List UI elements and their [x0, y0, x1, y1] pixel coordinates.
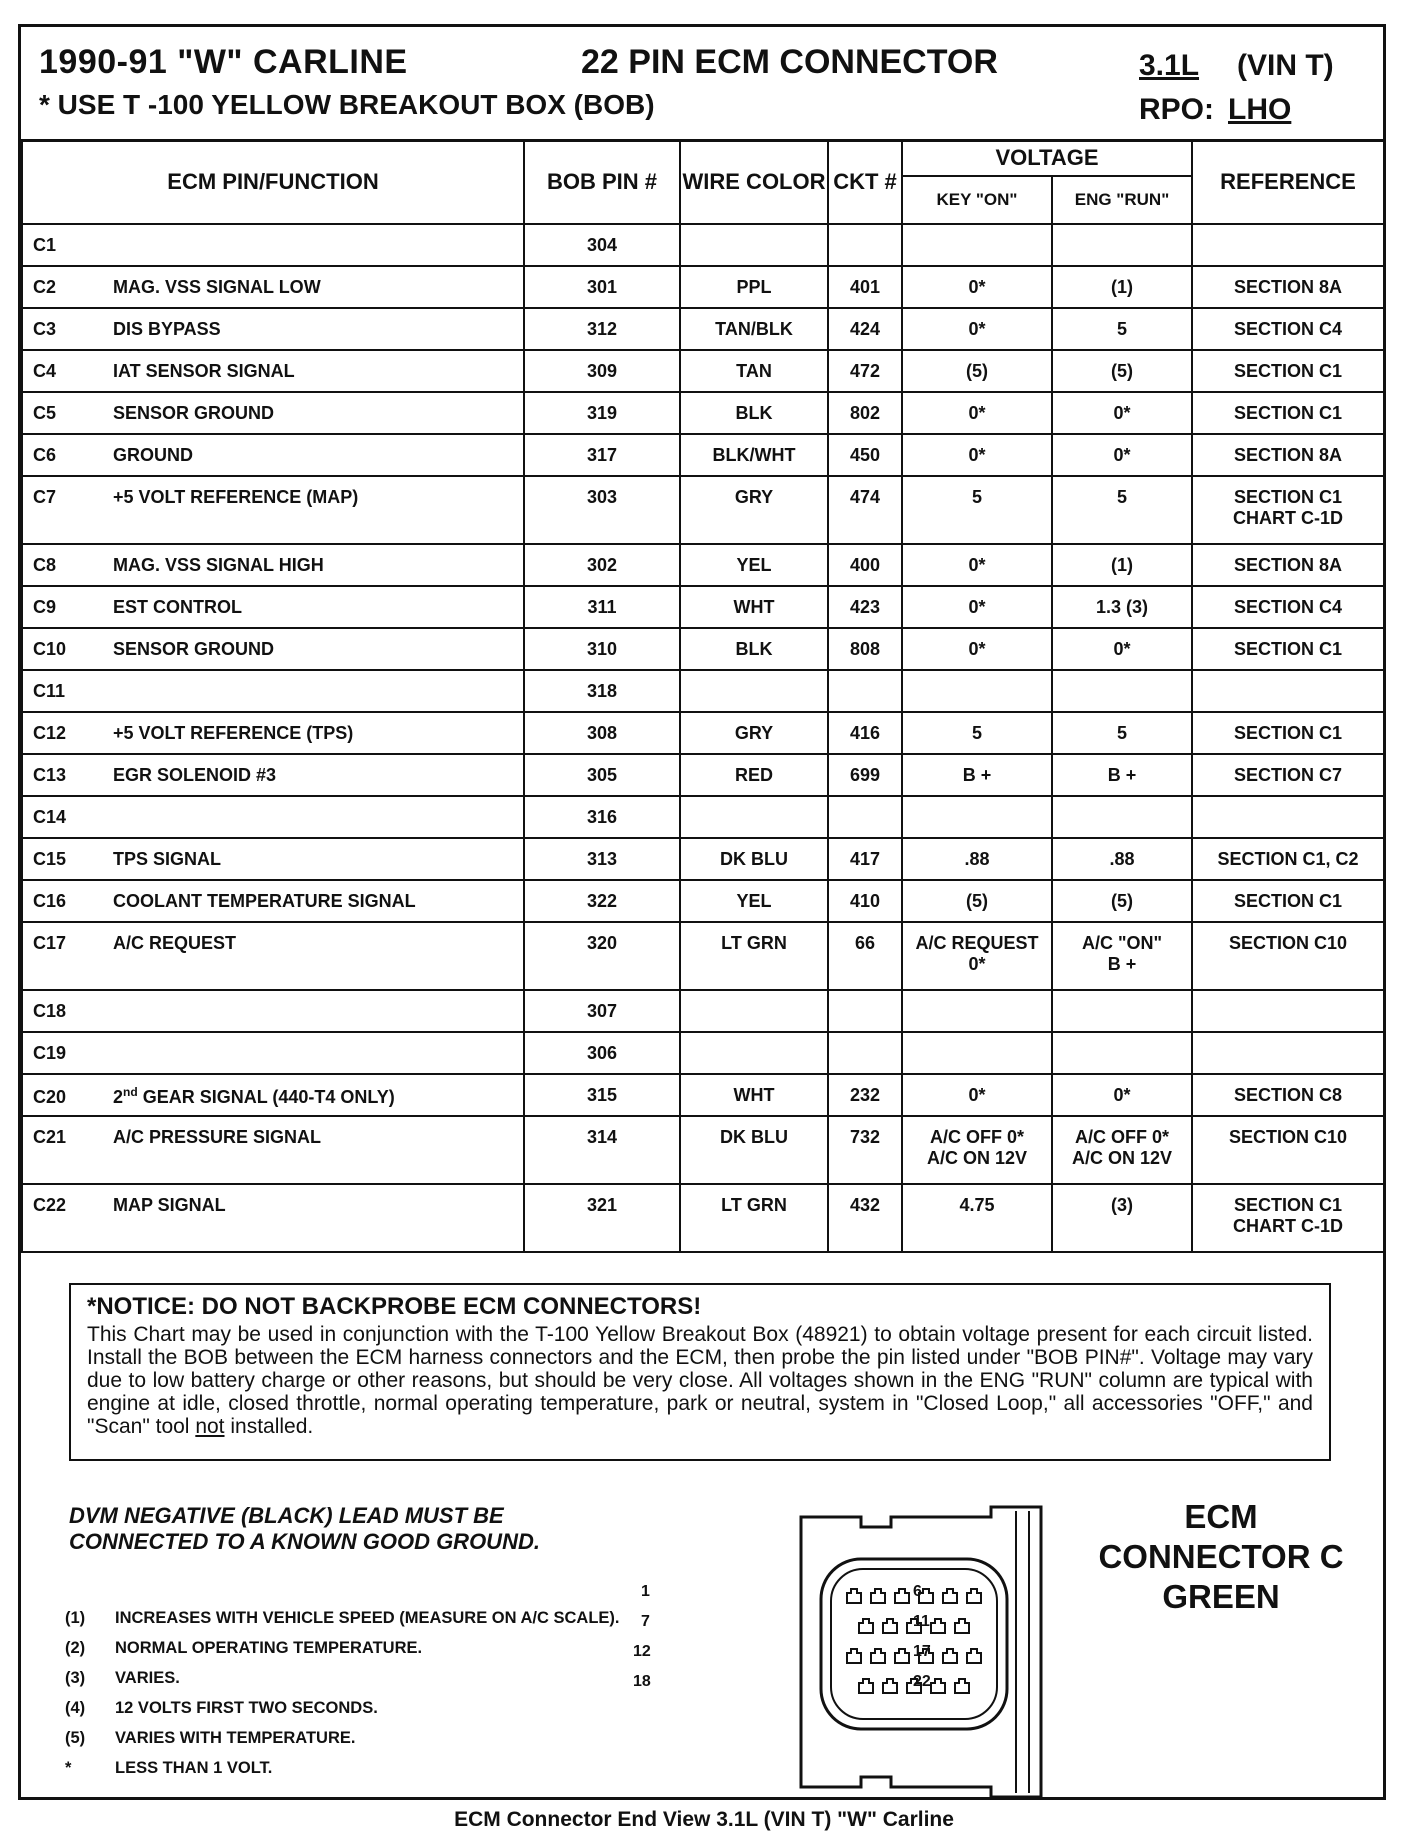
footnote-text: NORMAL OPERATING TEMPERATURE.	[115, 1639, 423, 1657]
cell-bob: 310	[524, 628, 680, 670]
pin-function: MAG. VSS SIGNAL HIGH	[113, 555, 324, 575]
cell-key-on: 0*	[902, 434, 1052, 476]
pin-function-cell	[22, 922, 524, 990]
pin-label-17: 17	[913, 1643, 931, 1660]
cell-eng-run: 5	[1052, 476, 1192, 544]
pin-function-cell	[22, 712, 524, 754]
cell-key-on: A/C REQUEST 0*	[902, 922, 1052, 990]
cell-eng-run	[1052, 1032, 1192, 1074]
cell-ckt	[828, 1032, 902, 1074]
table-row	[22, 1074, 1384, 1116]
cell-bob: 312	[524, 308, 680, 350]
pin-function-cell	[22, 880, 524, 922]
cell-ckt: 424	[828, 308, 902, 350]
footnote-mark: (1)	[65, 1609, 86, 1627]
pin-id: C14	[33, 807, 67, 827]
cell-reference: SECTION 8A	[1192, 266, 1384, 308]
table-row	[22, 224, 1384, 266]
connector-pin	[967, 1649, 981, 1663]
cell-ckt: 400	[828, 544, 902, 586]
pin-function-cell	[22, 1116, 524, 1184]
pin-function: MAG. VSS SIGNAL LOW	[113, 277, 321, 297]
table-row	[22, 880, 1384, 922]
table-row	[22, 990, 1384, 1032]
cell-wire: TAN	[680, 350, 828, 392]
cell-ckt: 417	[828, 838, 902, 880]
cell-ckt: 699	[828, 754, 902, 796]
cell-wire: LT GRN	[680, 1184, 828, 1252]
rpo	[1139, 93, 1291, 127]
connector-pin	[943, 1649, 957, 1663]
connector-pin	[967, 1589, 981, 1603]
cell-ckt: 808	[828, 628, 902, 670]
pin-label-12: 12	[633, 1643, 651, 1660]
pin-function: TPS SIGNAL	[113, 849, 222, 869]
pin-function-cell	[22, 1074, 524, 1116]
footnote-text: VARIES WITH TEMPERATURE.	[115, 1729, 356, 1747]
pin-function: GROUND	[113, 445, 193, 465]
connector-pin	[955, 1619, 969, 1633]
cell-ckt: 450	[828, 434, 902, 476]
cell-reference	[1192, 1032, 1384, 1074]
cell-reference	[1192, 796, 1384, 838]
cell-key-on: (5)	[902, 880, 1052, 922]
cell-eng-run: A/C OFF 0* A/C ON 12V	[1052, 1116, 1192, 1184]
cell-bob: 316	[524, 796, 680, 838]
pin-function-cell	[22, 796, 524, 838]
cell-wire: PPL	[680, 266, 828, 308]
pin-function: +5 VOLT REFERENCE (TPS)	[113, 723, 354, 743]
cell-wire: BLK	[680, 628, 828, 670]
cell-reference: SECTION C7	[1192, 754, 1384, 796]
vin-code: (VIN T)	[1237, 49, 1334, 82]
connector-pin	[943, 1589, 957, 1603]
cell-key-on: B +	[902, 754, 1052, 796]
pin-id: C22	[33, 1195, 67, 1215]
pin-function-cell	[22, 754, 524, 796]
pin-id: C19	[33, 1043, 67, 1063]
cell-reference: SECTION 8A	[1192, 544, 1384, 586]
pin-id: C15	[33, 849, 67, 869]
cell-reference	[1192, 224, 1384, 266]
cell-key-on: 0*	[902, 544, 1052, 586]
cell-wire	[680, 224, 828, 266]
cell-wire: WHT	[680, 586, 828, 628]
cell-bob: 321	[524, 1184, 680, 1252]
footnotes	[65, 1609, 620, 1789]
table-row	[22, 586, 1384, 628]
cell-wire: YEL	[680, 880, 828, 922]
connector-pin	[847, 1649, 861, 1663]
cell-wire: YEL	[680, 544, 828, 586]
cell-reference: SECTION C1	[1192, 392, 1384, 434]
col-eng-run: ENG "RUN"	[1052, 176, 1192, 224]
pin-label-22: 22	[913, 1673, 931, 1690]
cell-reference	[1192, 990, 1384, 1032]
pin-function-cell	[22, 586, 524, 628]
cell-eng-run	[1052, 670, 1192, 712]
pin-function-cell	[22, 266, 524, 308]
pin-id: C2	[33, 277, 57, 297]
cell-bob: 311	[524, 586, 680, 628]
cell-ckt	[828, 224, 902, 266]
cell-ckt	[828, 670, 902, 712]
cell-reference	[1192, 670, 1384, 712]
table-row	[22, 434, 1384, 476]
connector-title-block: ECM CONNECTOR C GREEN	[1098, 1498, 1344, 1615]
footnote	[65, 1729, 620, 1759]
cell-eng-run: 0*	[1052, 628, 1192, 670]
cell-eng-run: 0*	[1052, 434, 1192, 476]
connector-pin	[883, 1619, 897, 1633]
pin-function: +5 VOLT REFERENCE (MAP)	[113, 487, 359, 507]
table-row	[22, 796, 1384, 838]
pin-function-cell	[22, 392, 524, 434]
notice-title: *NOTICE: DO NOT BACKPROBE ECM CONNECTORS!	[87, 1293, 702, 1320]
cell-wire: LT GRN	[680, 922, 828, 990]
cell-bob: 322	[524, 880, 680, 922]
cell-wire: WHT	[680, 1074, 828, 1116]
cell-ckt: 66	[828, 922, 902, 990]
cell-wire	[680, 1032, 828, 1074]
footnote-text: 12 VOLTS FIRST TWO SECONDS.	[115, 1699, 378, 1717]
cell-wire: RED	[680, 754, 828, 796]
cell-reference: SECTION 8A	[1192, 434, 1384, 476]
cell-eng-run	[1052, 796, 1192, 838]
cell-ckt	[828, 990, 902, 1032]
connector-pin	[871, 1649, 885, 1663]
pin-id: C4	[33, 361, 57, 381]
footnote	[65, 1669, 620, 1699]
cell-wire: TAN/BLK	[680, 308, 828, 350]
dvm-warning: DVM NEGATIVE (BLACK) LEAD MUST BE CONNECTED TO A KNOWN GOOD GROUND.	[69, 1503, 540, 1554]
pin-function: A/C PRESSURE SIGNAL	[113, 1127, 322, 1147]
pin-id: C5	[33, 403, 57, 423]
connector-title: 22 PIN ECM CONNECTOR	[581, 43, 998, 81]
notice-box	[69, 1283, 1331, 1461]
cell-bob: 313	[524, 838, 680, 880]
cell-wire: GRY	[680, 476, 828, 544]
pin-id: C3	[33, 319, 57, 339]
pin-id: C9	[33, 597, 57, 617]
cell-key-on: 0*	[902, 266, 1052, 308]
connector-pin	[847, 1589, 861, 1603]
cell-ckt: 472	[828, 350, 902, 392]
col-key-on: KEY "ON"	[902, 176, 1052, 224]
pin-id: C16	[33, 891, 67, 911]
table-row	[22, 628, 1384, 670]
table-row	[22, 350, 1384, 392]
cell-eng-run: B +	[1052, 754, 1192, 796]
cell-bob: 308	[524, 712, 680, 754]
cell-eng-run	[1052, 990, 1192, 1032]
cell-bob: 319	[524, 392, 680, 434]
cell-key-on: A/C OFF 0* A/C ON 12V	[902, 1116, 1052, 1184]
pin-function-cell	[22, 224, 524, 266]
pin-function: A/C REQUEST	[113, 933, 237, 953]
cell-bob: 305	[524, 754, 680, 796]
pin-function-cell	[22, 544, 524, 586]
footnote	[65, 1759, 620, 1789]
footnote	[65, 1699, 620, 1729]
footnote-text: INCREASES WITH VEHICLE SPEED (MEASURE ON A/C SCALE).	[115, 1609, 620, 1627]
table-row	[22, 544, 1384, 586]
cell-wire: DK BLU	[680, 1116, 828, 1184]
footnote-mark: (3)	[65, 1669, 86, 1687]
connector-pin	[895, 1649, 909, 1663]
cell-bob: 307	[524, 990, 680, 1032]
footnote-mark: (2)	[65, 1639, 86, 1657]
footnote-mark: *	[65, 1759, 72, 1777]
cell-key-on: 5	[902, 476, 1052, 544]
rpo-value: LHO	[1228, 93, 1292, 126]
cell-bob: 317	[524, 434, 680, 476]
pin-function: MAP SIGNAL	[113, 1195, 226, 1215]
cell-wire: BLK	[680, 392, 828, 434]
cell-key-on	[902, 796, 1052, 838]
pin-function-cell	[22, 1184, 524, 1252]
carline-title: 1990-91 "W" CARLINE	[39, 43, 408, 81]
connector-pin	[859, 1619, 873, 1633]
cell-wire	[680, 796, 828, 838]
cell-reference: SECTION C4	[1192, 308, 1384, 350]
pin-id: C20	[33, 1087, 67, 1107]
cell-ckt: 232	[828, 1074, 902, 1116]
pin-label-18: 18	[633, 1673, 651, 1690]
connector-pin	[883, 1679, 897, 1693]
cell-ckt: 732	[828, 1116, 902, 1184]
cell-reference: SECTION C10	[1192, 922, 1384, 990]
footnote	[65, 1609, 620, 1639]
engine-size: 3.1L	[1139, 49, 1200, 82]
cell-eng-run: 5	[1052, 712, 1192, 754]
pin-id: C6	[33, 445, 57, 465]
cell-bob: 318	[524, 670, 680, 712]
col-reference: REFERENCE	[1192, 140, 1384, 224]
cell-eng-run: (1)	[1052, 266, 1192, 308]
cell-key-on: (5)	[902, 350, 1052, 392]
cell-key-on	[902, 1032, 1052, 1074]
cell-key-on: 5	[902, 712, 1052, 754]
pin-function: SENSOR GROUND	[113, 639, 275, 659]
connector-pin	[955, 1679, 969, 1693]
cell-reference: SECTION C1	[1192, 350, 1384, 392]
connector-pin	[871, 1589, 885, 1603]
cell-eng-run: (5)	[1052, 350, 1192, 392]
pin-function: IAT SENSOR SIGNAL	[113, 361, 295, 381]
pin-label-7: 7	[641, 1613, 650, 1630]
pin-id: C13	[33, 765, 67, 785]
pin-id: C8	[33, 555, 57, 575]
table-row	[22, 922, 1384, 990]
cell-eng-run	[1052, 224, 1192, 266]
table-row	[22, 1116, 1384, 1184]
connector-pin	[859, 1679, 873, 1693]
table-row	[22, 308, 1384, 350]
footnote-mark: (5)	[65, 1729, 86, 1747]
cell-ckt: 474	[828, 476, 902, 544]
chart-sheet	[18, 24, 1386, 1800]
cell-reference: SECTION C1	[1192, 712, 1384, 754]
pin-function-cell	[22, 838, 524, 880]
col-bob: BOB PIN #	[524, 140, 680, 224]
connector-pin	[931, 1679, 945, 1693]
cell-reference: SECTION C1 CHART C-1D	[1192, 1184, 1384, 1252]
notice-body: This Chart may be used in conjunction with the T-100 Yellow Breakout Box (48921) to obtain voltage present for each circuit listed. Install the BOB between the ECM harness connectors and the ECM, then probe the pin listed under "BOB PIN#". Voltage may vary due to low battery charge or other reasons, but should be very close. All voltages shown in the ENG "RUN" column are typical with engine at idle, closed throttle, normal operating temperature, park or neutral, system in "Closed Loop," all accessories "OFF," and "Scan" tool not installed.	[87, 1323, 1313, 1438]
cell-eng-run: 0*	[1052, 392, 1192, 434]
col-voltage: VOLTAGE	[902, 140, 1192, 176]
pin-id: C7	[33, 487, 57, 507]
cell-ckt	[828, 796, 902, 838]
pin-function: 2nd GEAR SIGNAL (440-T4 ONLY)	[113, 1085, 395, 1107]
cell-reference: SECTION C1	[1192, 628, 1384, 670]
header	[21, 27, 1383, 142]
cell-bob: 309	[524, 350, 680, 392]
pin-function-cell	[22, 476, 524, 544]
pin-function-cell	[22, 990, 524, 1032]
cell-eng-run: .88	[1052, 838, 1192, 880]
cell-reference: SECTION C1, C2	[1192, 838, 1384, 880]
table-row	[22, 754, 1384, 796]
cell-ckt: 802	[828, 392, 902, 434]
table-row	[22, 476, 1384, 544]
cell-reference: SECTION C8	[1192, 1074, 1384, 1116]
pin-function-cell	[22, 628, 524, 670]
cell-bob: 314	[524, 1116, 680, 1184]
pin-id: C1	[33, 235, 57, 255]
pin-table	[21, 139, 1385, 1253]
cell-eng-run: 0*	[1052, 1074, 1192, 1116]
pin-function: EST CONTROL	[113, 597, 242, 617]
cell-bob: 320	[524, 922, 680, 990]
cell-ckt: 423	[828, 586, 902, 628]
cell-ckt: 401	[828, 266, 902, 308]
bob-note: * USE T -100 YELLOW BREAKOUT BOX (BOB)	[39, 89, 655, 120]
pin-id: C17	[33, 933, 67, 953]
connector-pin	[895, 1589, 909, 1603]
cell-bob: 302	[524, 544, 680, 586]
col-ckt: CKT #	[828, 140, 902, 224]
cell-wire: GRY	[680, 712, 828, 754]
pin-label-11: 11	[913, 1613, 930, 1630]
footnote-mark: (4)	[65, 1699, 86, 1717]
cell-key-on: .88	[902, 838, 1052, 880]
table-row	[22, 838, 1384, 880]
cell-bob: 301	[524, 266, 680, 308]
cell-ckt: 410	[828, 880, 902, 922]
pin-function: DIS BYPASS	[113, 319, 221, 339]
pin-function-cell	[22, 1032, 524, 1074]
cell-wire: DK BLU	[680, 838, 828, 880]
cell-wire: BLK/WHT	[680, 434, 828, 476]
table-row	[22, 1032, 1384, 1074]
pin-label-1: 1	[641, 1583, 650, 1600]
cell-key-on: 0*	[902, 308, 1052, 350]
pin-id: C12	[33, 723, 67, 743]
cell-ckt: 416	[828, 712, 902, 754]
pin-function: COOLANT TEMPERATURE SIGNAL	[113, 891, 416, 911]
cell-key-on: 0*	[902, 628, 1052, 670]
pin-id: C21	[33, 1127, 67, 1147]
cell-reference: SECTION C1	[1192, 880, 1384, 922]
cell-eng-run: (5)	[1052, 880, 1192, 922]
table-row	[22, 712, 1384, 754]
cell-eng-run: 5	[1052, 308, 1192, 350]
pin-function-cell	[22, 670, 524, 712]
footnote-text: VARIES.	[115, 1669, 180, 1687]
cell-key-on: 0*	[902, 1074, 1052, 1116]
footnote-text: LESS THAN 1 VOLT.	[115, 1759, 273, 1777]
pin-function-cell	[22, 308, 524, 350]
table-row	[22, 392, 1384, 434]
col-function: ECM PIN/FUNCTION	[22, 140, 524, 224]
pin-function-cell	[22, 350, 524, 392]
cell-key-on: 4.75	[902, 1184, 1052, 1252]
table-row	[22, 670, 1384, 712]
cell-ckt: 432	[828, 1184, 902, 1252]
footnote	[65, 1639, 620, 1669]
pin-rows	[22, 224, 1384, 1252]
col-wire: WIRE COLOR	[680, 140, 828, 224]
cell-reference: SECTION C4	[1192, 586, 1384, 628]
cell-key-on: 0*	[902, 392, 1052, 434]
pin-id: C18	[33, 1001, 67, 1021]
cell-key-on	[902, 990, 1052, 1032]
pin-id: C10	[33, 639, 67, 659]
pin-function: EGR SOLENOID #3	[113, 765, 277, 785]
cell-eng-run: 1.3 (3)	[1052, 586, 1192, 628]
cell-bob: 315	[524, 1074, 680, 1116]
cell-key-on	[902, 670, 1052, 712]
cell-bob: 304	[524, 224, 680, 266]
cell-eng-run: A/C "ON" B +	[1052, 922, 1192, 990]
cell-wire	[680, 670, 828, 712]
cell-key-on: 0*	[902, 586, 1052, 628]
cell-eng-run: (3)	[1052, 1184, 1192, 1252]
figure-caption: ECM Connector End View 3.1L (VIN T) "W" Carline	[454, 1808, 954, 1831]
pin-function-cell	[22, 434, 524, 476]
pin-id: C11	[33, 681, 66, 701]
table-row	[22, 266, 1384, 308]
rpo-label: RPO:	[1139, 93, 1214, 126]
pin-function: SENSOR GROUND	[113, 403, 275, 423]
connector-pin	[931, 1619, 945, 1633]
cell-wire	[680, 990, 828, 1032]
cell-eng-run: (1)	[1052, 544, 1192, 586]
table-row	[22, 1184, 1384, 1252]
cell-bob: 303	[524, 476, 680, 544]
cell-reference: SECTION C1 CHART C-1D	[1192, 476, 1384, 544]
cell-bob: 306	[524, 1032, 680, 1074]
cell-key-on	[902, 224, 1052, 266]
pin-label-6: 6	[913, 1583, 922, 1600]
cell-reference: SECTION C10	[1192, 1116, 1384, 1184]
